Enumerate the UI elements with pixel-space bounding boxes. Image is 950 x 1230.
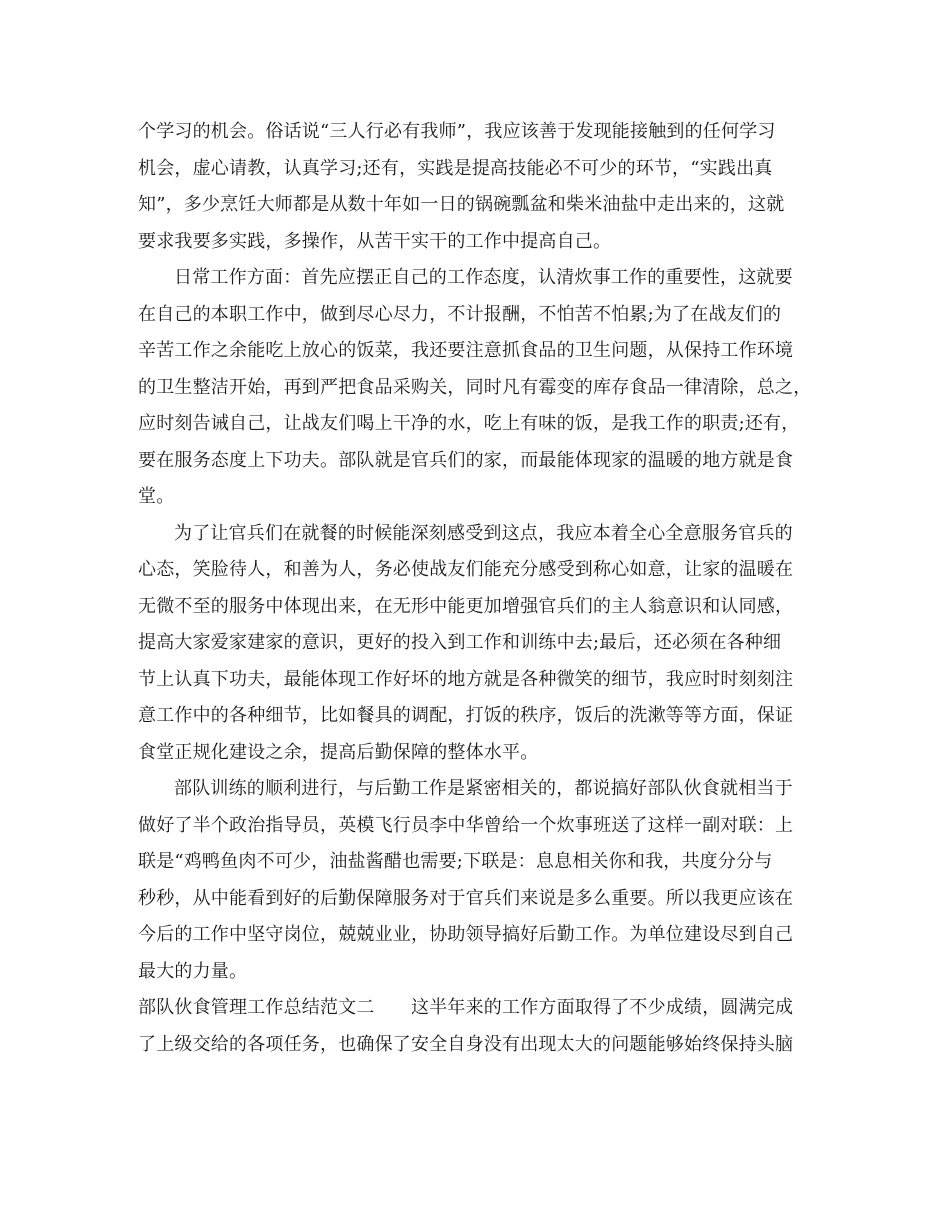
text-line: 在自己的本职工作中，做到尽心尽力，不计报酬，不怕苦不怕累;为了在战友们的: [138, 303, 782, 325]
text-line: 最大的力量。: [138, 960, 248, 982]
paragraph-start-line: 部队训练的顺利进行，与后勤工作是紧密相关的，都说搞好部队伙食就相当于: [174, 778, 793, 799]
text-line: 秒秒，从中能看到好的后勤保障服务对于官兵们来说是多么重要。所以我更应该在: [138, 887, 794, 909]
text-line: 做好了半个政治指导员，英模飞行员李中华曾给一个炊事班送了这样一副对联：上: [138, 814, 794, 836]
text-line: 节上认真下功夫，最能体现工作好坏的地方就是各种微笑的细节，我应时时刻刻注: [138, 668, 794, 690]
text-line: 个学习的机会。俗话说“三人行必有我师”，我应该善于发现能接触到的任何学习: [138, 121, 776, 142]
text-line: 提高大家爱家建家的意识，更好的投入到工作和训练中去;最后，还必须在各种细: [138, 632, 782, 653]
text-line: 食堂正规化建设之余，提高后勤保障的整体水平。: [138, 741, 539, 763]
text-line: 辛苦工作之余能吃上放心的饭菜，我还要注意抓食品的卫生问题，从保持工作环境: [138, 340, 794, 361]
text-line: 要求我要多实践，多操作，从苦干实干的工作中提高自己。: [138, 230, 612, 252]
text-line: 应时刻告诫自己，让战友们喝上干净的水，吃上有味的饭，是我工作的职责;还有，: [138, 413, 800, 434]
paragraph-start-line: 为了让官兵们在就餐的时候能深刻感受到这点，我应本着全心全意服务官兵的: [174, 522, 793, 544]
text-line: 意工作中的各种细节，比如餐具的调配，打饭的秩序，饭后的洗漱等等方面，保证: [138, 705, 794, 726]
text-line: 联是“鸡鸭鱼肉不可少，油盐酱醋也需要;下联是：息息相关你和我，共度分分与: [138, 851, 773, 872]
text-line: 心态，笑脸待人，和善为人，务必使战友们能充分感受到称心如意，让家的温暖在: [138, 559, 794, 580]
paragraph-start-line: 日常工作方面：首先应摆正自己的工作态度，认清炊事工作的重要性，这就要: [174, 267, 793, 288]
text-line: 了上级交给的各项任务，也确保了安全自身没有出现太大的问题能够始终保持头脑: [138, 1033, 794, 1055]
section-heading-line: 部队伙食管理工作总结范文二 这半年来的工作方面取得了不少成绩，圆满完成: [138, 997, 794, 1018]
text-line: 堂。: [138, 486, 175, 507]
document-body: [138, 114, 828, 1063]
text-line: 的卫生整洁开始，再到严把食品采购关，同时凡有霉变的库存食品一律清除，总之，: [138, 376, 812, 398]
text-line: 今后的工作中坚守岗位，兢兢业业，协助领导搞好后勤工作。为单位建设尽到自己: [138, 924, 794, 945]
text-line: 知”，多少烹饪大师都是从数十年如一日的锅碗瓢盆和柴米油盐中走出来的，这就: [138, 194, 785, 215]
text-line: 机会，虚心请教，认真学习;还有，实践是提高技能必不可少的环节，“实践出真: [138, 157, 773, 179]
text-line: 无微不至的服务中体现出来，在无形中能更加增强官兵们的主人翁意识和认同感，: [138, 595, 794, 617]
text-line: 要在服务态度上下功夫。部队就是官兵们的家，而最能体现家的温暖的地方就是食: [138, 449, 794, 471]
